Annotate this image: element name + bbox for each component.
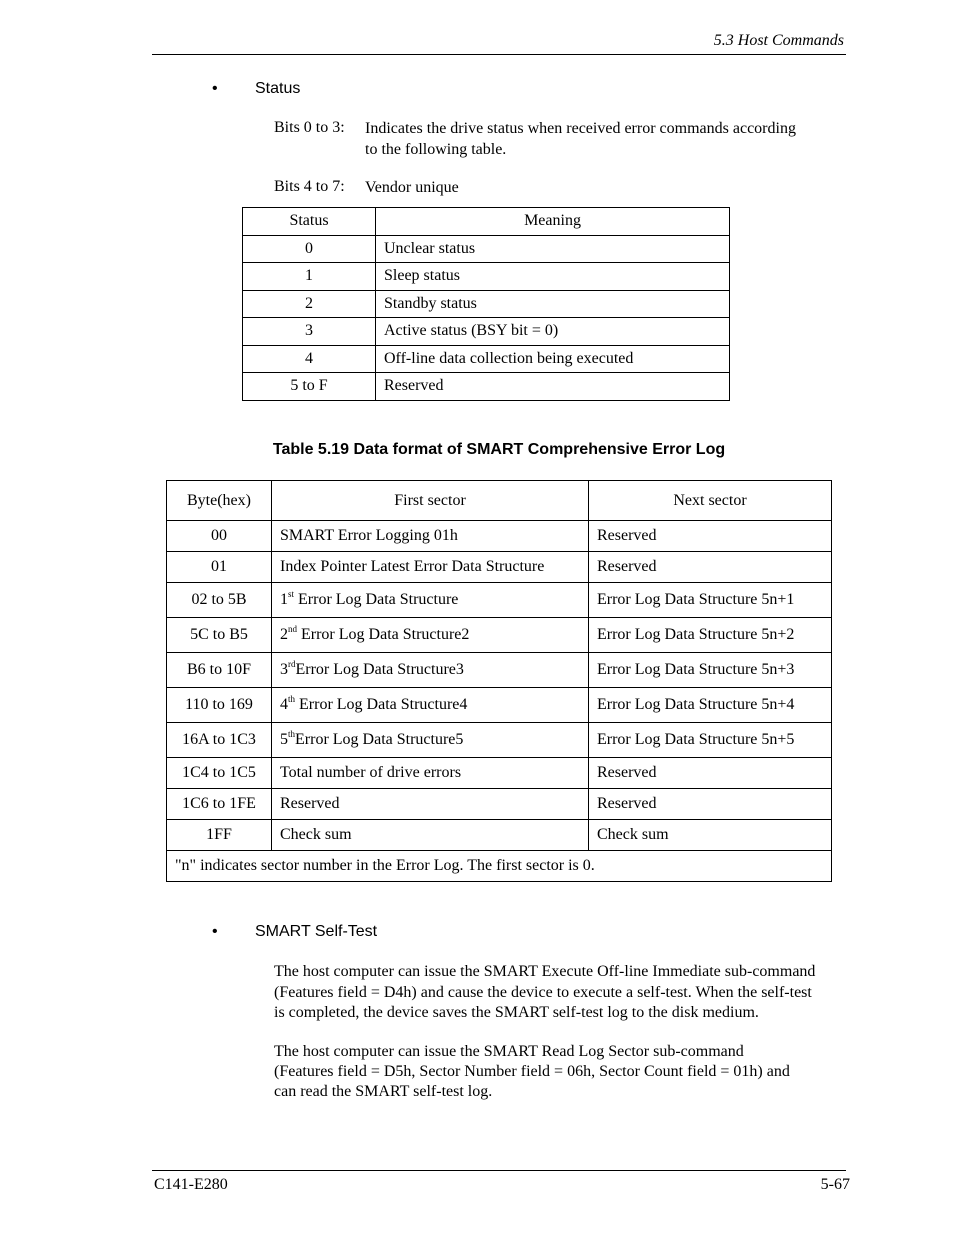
status-meaning: Standby status <box>376 290 730 318</box>
ordinal-number: 4 <box>280 696 288 713</box>
ordinal-suffix: nd <box>288 624 297 634</box>
next-sector-cell: Error Log Data Structure 5n+2 <box>589 618 832 653</box>
next-sector-cell: Error Log Data Structure 5n+3 <box>589 653 832 688</box>
table-row <box>167 618 832 653</box>
next-sector-cell: Reserved <box>589 789 832 820</box>
table-header-row <box>243 208 730 236</box>
ordinal-number: 5 <box>280 731 288 748</box>
table-row <box>167 820 832 851</box>
ordinal-suffix: st <box>288 589 295 599</box>
error-log-table <box>166 480 832 882</box>
table-row <box>167 552 832 583</box>
bullet-status: • <box>212 80 218 97</box>
byte-range: 1C6 to 1FE <box>167 789 272 820</box>
status-code: 1 <box>243 263 376 291</box>
status-meaning: Sleep status <box>376 263 730 291</box>
table-row <box>243 290 730 318</box>
first-sector-cell <box>272 618 589 653</box>
ordinal-number: 3 <box>280 661 288 678</box>
status-code: 0 <box>243 235 376 263</box>
table-row <box>167 723 832 758</box>
bits-0-3-label: Bits 0 to 3: <box>274 119 345 136</box>
table-row <box>167 758 832 789</box>
table-row <box>167 653 832 688</box>
self-test-para1-line3: is completed, the device saves the SMART self-test log to the disk medium. <box>274 1004 759 1021</box>
next-sector-cell: Reserved <box>589 521 832 552</box>
byte-range: 16A to 1C3 <box>167 723 272 758</box>
table-note: "n" indicates sector number in the Error Log. The first sector is 0. <box>167 851 832 882</box>
byte-range: 00 <box>167 521 272 552</box>
table-row <box>243 345 730 373</box>
first-sector-cell <box>272 583 589 618</box>
self-test-para1-line1: The host computer can issue the SMART Execute Off-line Immediate sub-command <box>274 963 816 980</box>
first-sector-cell: SMART Error Logging 01h <box>272 521 589 552</box>
first-sector-text: Error Log Data Structure3 <box>295 661 464 678</box>
first-sector-cell: Reserved <box>272 789 589 820</box>
next-sector-cell: Error Log Data Structure 5n+1 <box>589 583 832 618</box>
bits-4-7-text: Vendor unique <box>365 179 459 196</box>
footer-page-number: 5-67 <box>820 1176 850 1193</box>
column-header-byte: Byte(hex) <box>167 481 272 521</box>
status-code: 5 to F <box>243 373 376 401</box>
status-code: 3 <box>243 318 376 346</box>
next-sector-cell: Error Log Data Structure 5n+4 <box>589 688 832 723</box>
first-sector-cell: Check sum <box>272 820 589 851</box>
byte-range: 02 to 5B <box>167 583 272 618</box>
status-meaning: Unclear status <box>376 235 730 263</box>
first-sector-text: Error Log Data Structure4 <box>295 696 468 713</box>
status-heading: Status <box>255 80 301 97</box>
first-sector-text: Error Log Data Structure2 <box>297 626 470 643</box>
status-meaning: Active status (BSY bit = 0) <box>376 318 730 346</box>
next-sector-cell: Error Log Data Structure 5n+5 <box>589 723 832 758</box>
table-row <box>243 318 730 346</box>
self-test-heading: SMART Self-Test <box>255 923 378 940</box>
byte-range: 01 <box>167 552 272 583</box>
header-rule <box>152 54 846 55</box>
table-row <box>167 583 832 618</box>
ordinal-number: 2 <box>280 626 288 643</box>
byte-range: 1FF <box>167 820 272 851</box>
footer-doc-id: C141-E280 <box>154 1176 228 1193</box>
ordinal-suffix: rd <box>288 659 296 669</box>
column-header-next-sector: Next sector <box>589 481 832 521</box>
bullet-self-test: • <box>212 923 218 940</box>
first-sector-text: Error Log Data Structure <box>294 591 459 608</box>
status-code: 2 <box>243 290 376 318</box>
table-row <box>167 521 832 552</box>
table-header-row <box>167 481 832 521</box>
footer-rule <box>152 1170 846 1171</box>
status-meaning: Off-line data collection being executed <box>376 345 730 373</box>
byte-range: B6 to 10F <box>167 653 272 688</box>
next-sector-cell: Reserved <box>589 758 832 789</box>
byte-range: 110 to 169 <box>167 688 272 723</box>
ordinal-suffix: th <box>288 729 296 739</box>
self-test-para2-line2: (Features field = D5h, Sector Number field = 06h, Sector Count field = 01h) and <box>274 1063 790 1080</box>
bits-0-3-text-line2: to the following table. <box>365 141 507 158</box>
column-header-status: Status <box>243 208 376 236</box>
byte-range: 5C to B5 <box>167 618 272 653</box>
table-row <box>243 263 730 291</box>
table-row <box>243 373 730 401</box>
section-header-title: 5.3 Host Commands <box>713 32 844 49</box>
byte-range: 1C4 to 1C5 <box>167 758 272 789</box>
table-note-row <box>167 851 832 882</box>
next-sector-cell: Check sum <box>589 820 832 851</box>
table-row <box>243 235 730 263</box>
next-sector-cell: Reserved <box>589 552 832 583</box>
status-table <box>242 207 730 401</box>
status-meaning: Reserved <box>376 373 730 401</box>
bits-4-7-label: Bits 4 to 7: <box>274 178 345 195</box>
bits-0-3-text-line1: Indicates the drive status when received error commands according <box>365 120 796 137</box>
column-header-first-sector: First sector <box>272 481 589 521</box>
first-sector-cell: Index Pointer Latest Error Data Structure <box>272 552 589 583</box>
ordinal-number: 1 <box>280 591 288 608</box>
column-header-meaning: Meaning <box>376 208 730 236</box>
first-sector-cell <box>272 688 589 723</box>
self-test-para1-line2: (Features field = D4h) and cause the device to execute a self-test. When the self-test <box>274 984 812 1001</box>
first-sector-text: Error Log Data Structure5 <box>295 731 464 748</box>
table-row <box>167 789 832 820</box>
table-caption: Table 5.19 Data format of SMART Comprehensive Error Log <box>272 441 726 458</box>
ordinal-suffix: th <box>288 694 296 704</box>
self-test-para2-line3: can read the SMART self-test log. <box>274 1083 493 1100</box>
self-test-para2-line1: The host computer can issue the SMART Read Log Sector sub-command <box>274 1043 744 1060</box>
first-sector-cell <box>272 723 589 758</box>
status-code: 4 <box>243 345 376 373</box>
first-sector-cell: Total number of drive errors <box>272 758 589 789</box>
table-row <box>167 688 832 723</box>
first-sector-cell <box>272 653 589 688</box>
